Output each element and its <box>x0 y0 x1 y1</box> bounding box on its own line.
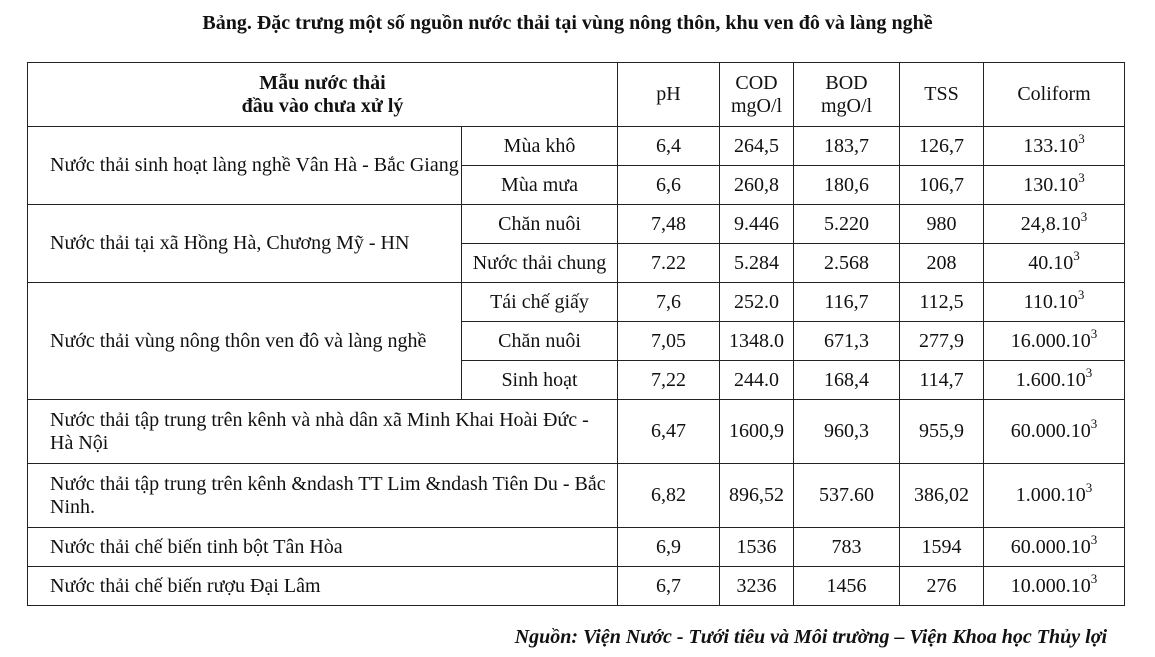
header-cod <box>720 63 794 127</box>
cod-value: 264,5 <box>720 127 794 166</box>
ph-value: 6,6 <box>618 166 720 205</box>
sample-name: Nước thải tại xã Hồng Hà, Chương Mỹ - HN <box>28 205 462 283</box>
bod-value: 180,6 <box>794 166 900 205</box>
coliform-base: 60.000.10 <box>1010 535 1091 558</box>
ph-value: 6,7 <box>618 567 720 606</box>
cod-value: 9.446 <box>720 205 794 244</box>
coliform-base: 10.000.10 <box>1010 574 1091 597</box>
coliform-value <box>984 528 1125 567</box>
header-row <box>28 63 1125 127</box>
sample-subtype: Nước thải chung <box>462 244 618 283</box>
ph-value: 6,47 <box>618 400 720 464</box>
cod-value: 252.0 <box>720 283 794 322</box>
header-sample <box>28 63 618 127</box>
coliform-exponent: 3 <box>1073 247 1080 263</box>
sample-name: Nước thải chế biến tinh bột Tân Hòa <box>28 528 618 567</box>
ph-value: 7,22 <box>618 361 720 400</box>
ph-value: 6,82 <box>618 464 720 528</box>
cod-value: 1348.0 <box>720 322 794 361</box>
coliform-exponent: 3 <box>1080 208 1088 224</box>
coliform-base: 133.10 <box>1023 134 1079 157</box>
ph-value: 6,4 <box>618 127 720 166</box>
coliform-exponent: 3 <box>1085 364 1093 380</box>
sample-name: Nước thải tập trung trên kênh và nhà dân xã Minh Khai Hoài Đức - Hà Nội <box>28 400 618 464</box>
coliform-value <box>984 322 1125 361</box>
ph-value: 7,05 <box>618 322 720 361</box>
table-title: Bảng. Đặc trưng một số nguồn nước thải tại vùng nông thôn, khu ven đô và làng nghề <box>202 12 933 34</box>
table-row <box>28 127 1125 166</box>
tss-value: 277,9 <box>900 322 984 361</box>
coliform-value <box>984 205 1125 244</box>
header-tss: TSS <box>900 63 984 127</box>
coliform-base: 16.000.10 <box>1010 329 1091 352</box>
coliform-exponent: 3 <box>1078 169 1085 185</box>
header-bod-unit: mgO/l <box>820 94 873 117</box>
bod-value: 537.60 <box>794 464 900 528</box>
wastewater-table <box>27 62 1125 606</box>
coliform-value <box>984 283 1125 322</box>
tss-value: 276 <box>900 567 984 606</box>
cod-value: 1600,9 <box>720 400 794 464</box>
sample-name: Nước thải tập trung trên kênh &ndash TT Lim &ndash Tiên Du - Bắc Ninh. <box>28 464 618 528</box>
bod-value: 960,3 <box>794 400 900 464</box>
tss-value: 1594 <box>900 528 984 567</box>
table-row <box>28 528 1125 567</box>
coliform-value <box>984 127 1125 166</box>
header-cod-unit: mgO/l <box>730 94 783 117</box>
bod-value: 183,7 <box>794 127 900 166</box>
cod-value: 1536 <box>720 528 794 567</box>
tss-value: 980 <box>900 205 984 244</box>
sample-subtype: Mùa mưa <box>462 166 618 205</box>
tss-value: 386,02 <box>900 464 984 528</box>
header-sample-line1: Mẫu nước thải <box>259 71 386 94</box>
coliform-base: 1.600.10 <box>1015 368 1086 391</box>
coliform-exponent: 3 <box>1090 531 1098 547</box>
tss-value: 208 <box>900 244 984 283</box>
sample-subtype: Chăn nuôi <box>462 322 618 361</box>
cod-value: 5.284 <box>720 244 794 283</box>
coliform-base: 110.10 <box>1023 290 1078 313</box>
header-cod-label: COD <box>735 71 778 94</box>
sample-subtype: Sinh hoạt <box>462 361 618 400</box>
header-coliform: Coliform <box>984 63 1125 127</box>
ph-value: 7,48 <box>618 205 720 244</box>
coliform-base: 60.000.10 <box>1010 420 1091 442</box>
coliform-value <box>984 567 1125 606</box>
ph-value: 7,6 <box>618 283 720 322</box>
sample-name: Nước thải vùng nông thôn ven đô và làng nghề <box>28 283 462 400</box>
table-row <box>28 567 1125 606</box>
bod-value: 1456 <box>794 567 900 606</box>
cod-value: 3236 <box>720 567 794 606</box>
ph-value: 7.22 <box>618 244 720 283</box>
header-bod-label: BOD <box>825 71 868 94</box>
sample-subtype: Chăn nuôi <box>462 205 618 244</box>
coliform-base: 24,8.10 <box>1020 212 1081 235</box>
tss-value: 106,7 <box>900 166 984 205</box>
ph-value: 6,9 <box>618 528 720 567</box>
table-row <box>28 205 1125 244</box>
cod-value: 896,52 <box>720 464 794 528</box>
tss-value: 126,7 <box>900 127 984 166</box>
tss-value: 955,9 <box>900 400 984 464</box>
coliform-base: 40.10 <box>1028 251 1074 274</box>
coliform-value <box>984 400 1125 464</box>
header-sample-line2: đầu vào chưa xử lý <box>241 94 404 117</box>
bod-value: 783 <box>794 528 900 567</box>
coliform-value <box>984 464 1125 528</box>
coliform-exponent: 3 <box>1090 416 1098 432</box>
source-note: Nguồn: Viện Nước - Tưới tiêu và Môi trường – Viện Khoa học Thủy lợi <box>514 626 1107 648</box>
table-row <box>28 283 1125 322</box>
sample-name: Nước thải chế biến rượu Đại Lâm <box>28 567 618 606</box>
bod-value: 116,7 <box>794 283 900 322</box>
header-bod <box>794 63 900 127</box>
cod-value: 244.0 <box>720 361 794 400</box>
tss-value: 114,7 <box>900 361 984 400</box>
sample-subtype: Mùa khô <box>462 127 618 166</box>
coliform-base: 130.10 <box>1023 173 1079 196</box>
table-row <box>28 464 1125 528</box>
coliform-value <box>984 166 1125 205</box>
table-row <box>28 400 1125 464</box>
cod-value: 260,8 <box>720 166 794 205</box>
coliform-exponent: 3 <box>1090 325 1098 341</box>
coliform-exponent: 3 <box>1078 130 1085 146</box>
bod-value: 168,4 <box>794 361 900 400</box>
coliform-base: 1.000.10 <box>1015 484 1086 506</box>
bod-value: 671,3 <box>794 322 900 361</box>
header-ph: pH <box>618 63 720 127</box>
coliform-value <box>984 244 1125 283</box>
coliform-exponent: 3 <box>1077 286 1085 302</box>
tss-value: 112,5 <box>900 283 984 322</box>
bod-value: 5.220 <box>794 205 900 244</box>
sample-subtype: Tái chế giấy <box>462 283 618 322</box>
coliform-value <box>984 361 1125 400</box>
coliform-exponent: 3 <box>1085 480 1093 496</box>
coliform-exponent: 3 <box>1090 570 1098 586</box>
bod-value: 2.568 <box>794 244 900 283</box>
sample-name: Nước thải sinh hoạt làng nghề Vân Hà - Bắc Giang <box>28 127 462 205</box>
